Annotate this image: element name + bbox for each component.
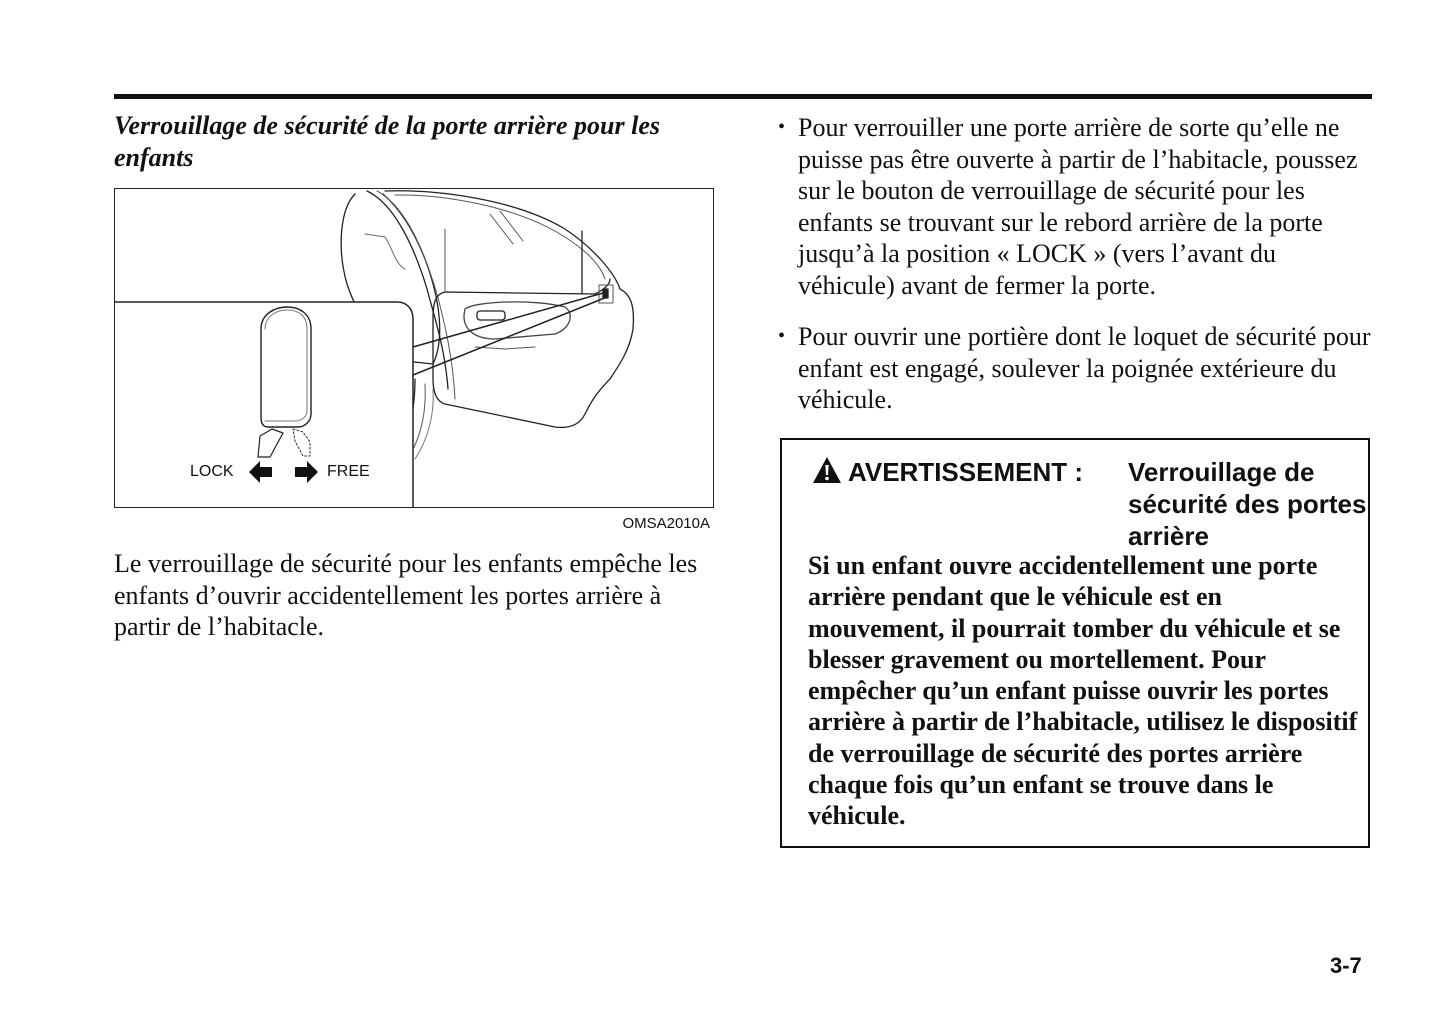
child-lock-illustration: [114, 188, 714, 508]
bullet-text: Pour ouvrir une portière dont le loquet de sécurité pour enfant est engagé, soulever la poignée extérieure du véhicule.: [798, 322, 1371, 414]
header-rule: [114, 94, 1372, 99]
bullet-marker: •: [778, 325, 786, 347]
warning-topic: Verrouillage de sécurité des portes arrière: [1128, 457, 1367, 551]
warning-body: Si un enfant ouvre accidentellement une porte arrière pendant que le véhicule est en mouvement, il pourrait tomber du véhicule et se blesser gravement ou mortellement. Pour empêcher qu’un enfant puisse ouvrir les portes arrière à partir de l’habitacle, utilisez le dispositif de verrouillage de sécurité des portes arrière chaque fois qu’un enfant se trouve dans le véhicule.: [808, 551, 1358, 831]
arrow-left-icon: [249, 461, 272, 483]
free-position-label: FREE: [327, 463, 370, 480]
bullet-marker: •: [778, 116, 786, 138]
arrow-right-icon: [295, 461, 318, 483]
bullet-text: Pour verrouiller une porte arrière de sorte qu’elle ne puisse pas être ouverte à partir de l’habitacle, poussez sur le bouton de verrouillage de sécurité pour les enfants se trouvant sur le rebord arrière de la porte jusqu’à la position « LOCK » (vers l’avant du véhicule) avant de fermer la porte.: [798, 113, 1358, 300]
warning-triangle-icon: [812, 456, 842, 484]
lock-position-label: LOCK: [190, 463, 234, 480]
door-drawing: [115, 189, 714, 508]
page-number: 3-7: [1330, 953, 1362, 978]
warning-label: AVERTISSEMENT :: [848, 457, 1083, 487]
warning-box: [780, 438, 1370, 848]
figure-code: OMSA2010A: [622, 515, 710, 532]
intro-paragraph: Le verrouillage de sécurité pour les enfants empêche les enfants d’ouvrir accidentellement les portes arrière à partir de l’habitacle.: [114, 549, 698, 641]
warning-header: [812, 456, 1367, 551]
list-item: [778, 112, 1378, 301]
list-item: [778, 321, 1378, 416]
section-title: Verrouillage de sécurité de la porte arrière pour les enfants: [114, 111, 660, 172]
instruction-list: [778, 112, 1378, 436]
